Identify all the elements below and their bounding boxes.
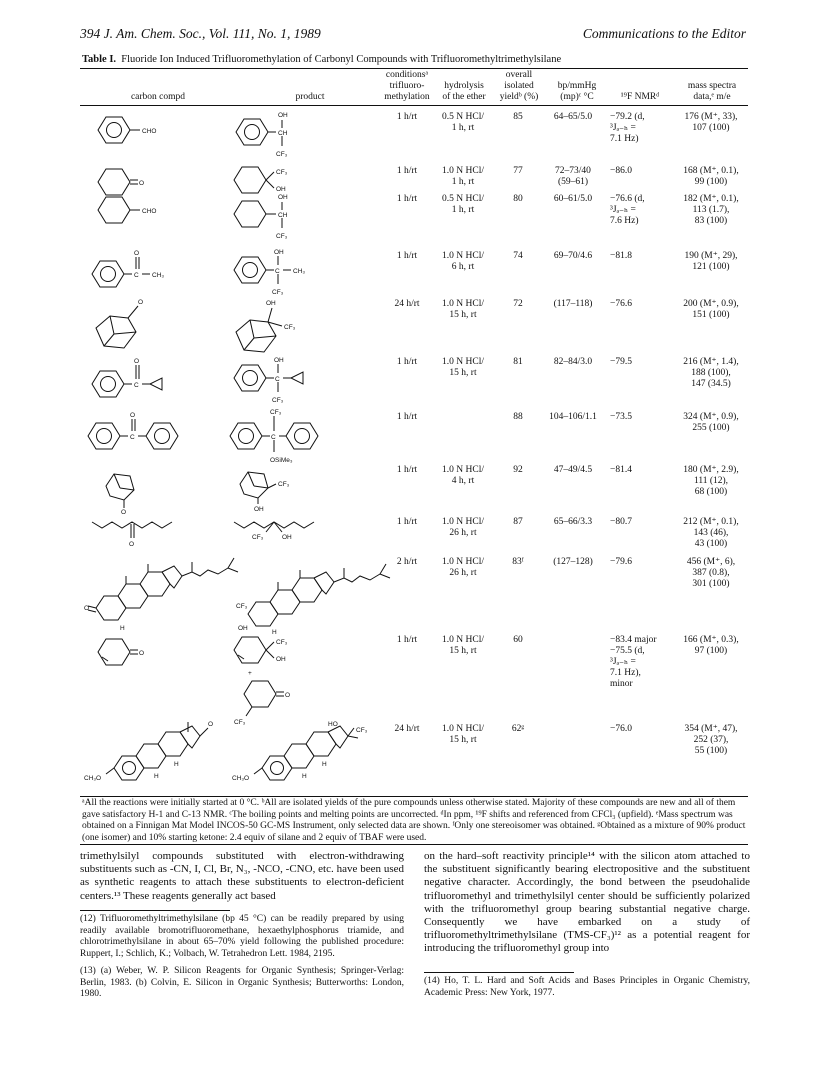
reference-14: (14) Ho, T. L. Hard and Soft Acids and Bases Principles in Organic Chemistry, Academic Press: New York, 1977. xyxy=(424,976,750,998)
cell-nmr: −76.0 xyxy=(610,724,632,734)
label-cf3: CF₃ xyxy=(252,534,264,541)
label-oh: OH xyxy=(238,625,248,632)
cell-conditions: 1 h/rt xyxy=(396,251,418,261)
cell-nmr: −76.6 xyxy=(610,299,632,309)
col-header-bp: bp/mmHg (mp)ᶜ °C xyxy=(557,81,597,102)
cell-bp: 65–66/3.3 xyxy=(553,517,593,527)
label-ch3: CH₃ xyxy=(152,272,165,279)
label-oh: OH xyxy=(266,300,276,307)
cell-conditions: 1 h/rt xyxy=(396,357,418,367)
cell-ms: 324 (M⁺, 0.9), 255 (100) xyxy=(683,412,739,433)
cell-yield: 87 xyxy=(513,517,523,527)
cell-ms: 190 (M⁺, 29), 121 (100) xyxy=(684,251,738,272)
cell-bp: 72–73/40 (59–61) xyxy=(555,166,591,187)
cell-hydrolysis: 1.0 N HCl/ 15 h, rt xyxy=(442,357,484,378)
label-cf3: CF₃ xyxy=(278,481,290,488)
label-o: O xyxy=(285,692,291,699)
running-header-journal: 394 J. Am. Chem. Soc., Vol. 111, No. 1, 1989 xyxy=(80,26,321,41)
body-text-left: trimethylsilyl compounds substituted with electron-withdrawing substituents such as -CN, I, Cl, Br, N₃, -NCO, -CNO, etc. have been used as synthetic reagents to attach these substituents to electron-deficient centers.¹³ These reagents generally act based xyxy=(80,850,404,902)
label-cf3: CF₃ xyxy=(276,233,288,240)
structure-cyclopropyl-phenyl-ketone xyxy=(86,356,176,405)
cell-ms: 212 (M⁺, 0.1), 143 (46), 43 (100) xyxy=(683,517,739,549)
running-header-section: Communications to the Editor xyxy=(582,26,746,41)
cell-ms: 166 (M⁺, 0.3), 97 (100) xyxy=(683,635,739,656)
structure-product-6 xyxy=(228,356,318,411)
label-cf3: CF₃ xyxy=(284,324,296,331)
structure-product-12 xyxy=(232,718,382,795)
cell-bp: 60–61/5.0 xyxy=(553,194,593,204)
label-oh: OH xyxy=(276,656,286,663)
cell-conditions: 24 h/rt xyxy=(394,299,420,309)
label-c: C xyxy=(134,272,139,279)
cell-ms: 168 (M⁺, 0.1), 99 (100) xyxy=(683,166,739,187)
label-oh: OH xyxy=(282,534,292,541)
cell-bp: 82–84/3.0 xyxy=(553,357,593,367)
col-header-nmr: ¹⁹F NMRᵈ xyxy=(620,92,660,102)
cell-yield: 62ᵍ xyxy=(511,724,525,734)
label-oh: OH xyxy=(254,506,264,513)
structure-product-5 xyxy=(226,296,316,361)
cell-conditions: 1 h/rt xyxy=(396,112,418,122)
cell-ms: 200 (M⁺, 0.9), 151 (100) xyxy=(683,299,739,320)
table-footnotes: ᵃAll the reactions were initially started at 0 °C. ᵇAll are isolated yields of the pure compounds unless otherwise stated. Majority of these compounds are new and all of them gave satisfactory H-1 and C-13 NMR. ᶜThe boiling points and melting points are uncorrected. ᵈIn ppm, ¹⁹F shifts and referenced from CFCl₃ (upfield). ᵉMass spectrum was obtained on a Finnigan Mat Model INCOS-50 GC-MS Instrument, only selected data are shown. ᶠOnly one stereoisomer was obtained. ᵍObtained as a mixture of 90% product (one isomer) and 10% starting ketone: 2.4 equiv of silane and 2 equiv of TBAF were used. xyxy=(82,798,746,843)
cell-conditions: 1 h/rt xyxy=(396,412,418,422)
label-h: H xyxy=(302,773,307,780)
cell-bp: 104–106/1.1 xyxy=(549,412,597,422)
cell-conditions: 1 h/rt xyxy=(396,635,418,645)
footnote-separator-left xyxy=(80,910,230,911)
label-o: O xyxy=(134,358,140,365)
structure-estrone-methyl-ether xyxy=(84,718,234,795)
cell-bp: 64–65/5.0 xyxy=(553,112,593,122)
label-ch: CH xyxy=(278,130,288,137)
col-header-ms: mass spectra data,ᵉ m/e xyxy=(687,81,737,102)
label-o: O xyxy=(134,250,140,257)
cell-bp: (127–128) xyxy=(553,557,593,567)
label-c: C xyxy=(134,382,139,389)
cell-ms: 456 (M⁺, 6), 387 (0.8), 301 (100) xyxy=(686,557,736,589)
label-oh: OH xyxy=(278,194,288,201)
footnote-separator-right xyxy=(424,972,574,973)
table-caption-text: Fluoride Ion Induced Trifluoromethylation of Carbonyl Compounds with Trifluoromethyltrimethylsilane xyxy=(121,54,562,65)
cell-ms: 176 (M⁺, 33), 107 (100) xyxy=(684,112,738,133)
cell-hydrolysis: 1.0 N HCl/ 26 h, rt xyxy=(442,557,484,578)
col-header-conditions: conditionsᵃ trifluoro- methylation xyxy=(384,70,430,102)
label-c: C xyxy=(130,434,135,441)
cell-conditions: 1 h/rt xyxy=(396,166,418,176)
structure-cholestanone xyxy=(84,548,254,633)
cell-yield: 60 xyxy=(513,635,523,645)
cell-nmr: −79.6 xyxy=(610,557,632,567)
cell-yield: 92 xyxy=(513,465,523,475)
cell-ms: 216 (M⁺, 1.4), 188 (100), 147 (34.5) xyxy=(683,357,739,389)
table-end-rule xyxy=(80,844,748,845)
cell-bp: 69–70/4.6 xyxy=(553,251,593,261)
label-o: O xyxy=(208,721,214,728)
label-cf3: CF₃ xyxy=(234,719,246,726)
label-ch3o: CH₃O xyxy=(84,775,102,782)
table-caption xyxy=(82,54,561,65)
cell-yield: 83ᶠ xyxy=(512,557,524,567)
cell-yield: 80 xyxy=(513,194,523,204)
label-cf3: CF₃ xyxy=(272,289,284,296)
cell-hydrolysis: 1.0 N HCl/ 26 h, rt xyxy=(442,517,484,538)
label-cf3: CF₃ xyxy=(276,639,288,646)
cell-yield: 77 xyxy=(513,166,523,176)
label-oh: OH xyxy=(278,112,288,119)
structure-benzophenone xyxy=(84,410,184,455)
cell-ms: 182 (M⁺, 0.1), 113 (1.7), 83 (100) xyxy=(683,194,739,226)
label-ch: CH xyxy=(278,212,288,219)
cell-hydrolysis: 1.0 N HCl/ 4 h, rt xyxy=(442,465,484,486)
cell-hydrolysis: 1.0 N HCl/ 15 h, rt xyxy=(442,724,484,745)
structure-product-10 xyxy=(236,556,406,641)
cell-nmr: −86.0 xyxy=(610,166,632,176)
structure-product-3 xyxy=(228,192,308,253)
cell-yield: 74 xyxy=(513,251,523,261)
label-c: C xyxy=(275,376,280,383)
table-header-rule xyxy=(80,105,748,106)
reference-12: (12) Trifluoromethyltrimethylsilane (bp 45 °C) can be readily prepared by using readily available bromotrifluoromethane, hexaethylphosphorus triamide, and chlorotrimethylsilane in about 65–70% yield following the published procedure: Ruppert, I.; Schlich, K.; Volbach, W. Tetrahedron Lett. 1984, 2195. xyxy=(80,914,404,959)
structure-benzaldehyde xyxy=(90,112,170,153)
structure-product-7 xyxy=(226,408,326,471)
label-cf3: CF₃ xyxy=(356,727,368,734)
cell-hydrolysis: 1.0 N HCl/ 15 h, rt xyxy=(442,635,484,656)
table-top-rule xyxy=(80,68,748,69)
label-ch3: CH₃ xyxy=(293,268,306,275)
cell-ms: 354 (M⁺, 47), 252 (37), 55 (100) xyxy=(684,724,738,756)
label-oh: OH xyxy=(274,249,284,256)
cell-hydrolysis: 1.0 N HCl/ 6 h, rt xyxy=(442,251,484,272)
label-plus: + xyxy=(248,670,252,677)
cell-bp: (117–118) xyxy=(553,299,593,309)
label-cho: CHO xyxy=(142,128,157,135)
label-h: H xyxy=(154,773,159,780)
cell-conditions: 2 h/rt xyxy=(396,557,418,567)
cell-nmr: −80.7 xyxy=(610,517,632,527)
cell-ms: 180 (M⁺, 2.9), 111 (12), 68 (100) xyxy=(683,465,739,497)
table-bottom-rule xyxy=(80,796,748,797)
cell-conditions: 1 h/rt xyxy=(396,465,418,475)
col-header-carbon: carbon compd xyxy=(130,92,186,102)
structure-cyclohexanecarboxaldehyde xyxy=(92,192,172,233)
label-ho: HO xyxy=(328,721,338,728)
cell-yield: 72 xyxy=(513,299,523,309)
cell-conditions: 1 h/rt xyxy=(396,517,418,527)
structure-product-4 xyxy=(228,248,318,303)
label-h: H xyxy=(322,761,327,768)
label-o: O xyxy=(84,605,90,612)
cell-nmr: −81.8 xyxy=(610,251,632,261)
label-cho: CHO xyxy=(142,208,157,215)
structure-product-9 xyxy=(230,512,330,547)
cell-nmr: −79.2 (d, ³Jₔ₋ₕ = 7.1 Hz) xyxy=(610,112,645,144)
cell-yield: 81 xyxy=(513,357,523,367)
col-header-yield: overall isolated yieldᵇ (%) xyxy=(499,70,539,102)
col-header-product: product xyxy=(295,92,325,102)
structure-cyclohexenone xyxy=(92,634,152,675)
label-cf3: CF₃ xyxy=(236,603,248,610)
cell-bp: 47–49/4.5 xyxy=(553,465,593,475)
cell-nmr: −73.5 xyxy=(610,412,632,422)
table-caption-label: Table I. xyxy=(82,54,117,65)
label-ch3o: CH₃O xyxy=(232,775,250,782)
label-cf3: CF₃ xyxy=(276,169,288,176)
cell-yield: 85 xyxy=(513,112,523,122)
label-h: H xyxy=(120,625,125,632)
label-o: O xyxy=(139,180,145,187)
cell-yield: 88 xyxy=(513,412,523,422)
label-cf3: CF₃ xyxy=(276,151,288,158)
cell-conditions: 24 h/rt xyxy=(394,724,420,734)
reference-13: (13) (a) Weber, W. P. Silicon Reagents for Organic Synthesis; Springer-Verlag: Berlin, 1983. (b) Colvin, E. Silicon in Organic Synthesis; Butterworths: London, 1980. xyxy=(80,966,404,999)
label-o: O xyxy=(130,412,136,419)
structure-acetophenone xyxy=(86,248,176,293)
cell-conditions: 1 h/rt xyxy=(396,194,418,204)
label-o: O xyxy=(139,650,145,657)
cell-nmr: −79.5 xyxy=(610,357,632,367)
structure-adamantanone xyxy=(86,298,166,359)
cell-nmr: −76.6 (d, ³Jₔ₋ₕ = 7.6 Hz) xyxy=(610,194,645,226)
label-osime3: OSiMe₃ xyxy=(270,457,293,464)
cell-hydrolysis: 1.0 N HCl/ 1 h, rt xyxy=(442,166,484,187)
label-o: O xyxy=(129,541,135,548)
cell-nmr: −83.4 major −75.5 (d, ³Jₔ₋ₕ = 7.1 Hz), minor xyxy=(610,635,657,689)
label-cf3: CF₃ xyxy=(270,409,282,416)
label-h: H xyxy=(272,629,277,636)
cell-hydrolysis: 1.0 N HCl/ 15 h, rt xyxy=(442,299,484,320)
label-cf3: CF₃ xyxy=(272,397,284,404)
col-header-hydrolysis: hydrolysis of the ether xyxy=(442,81,486,102)
cell-nmr: −81.4 xyxy=(610,465,632,475)
cell-hydrolysis: 0.5 N HCl/ 1 h, rt xyxy=(442,112,484,133)
label-o: O xyxy=(121,509,127,516)
label-oh: OH xyxy=(276,186,286,193)
structure-product-8 xyxy=(234,464,304,517)
label-c: C xyxy=(271,434,276,441)
label-o: O xyxy=(138,299,144,306)
label-h: H xyxy=(174,761,179,768)
structure-product-1 xyxy=(228,108,308,169)
label-oh: OH xyxy=(274,357,284,364)
body-text-right: on the hard–soft reactivity principle¹⁴ with the silicon atom attached to the substituent significantly bearing electropositive and the substituent negative character. Accordingly, the bond between the pseudohalide trifluoromethyl and trimethylsilyl center should be sufficiently polarized with the trifluoromethyl group bearing substantial negative charge. Consequently we have embarked on a study of trifluoromethyltrimethylsilane (TMS-CF₃)¹² as a potential reagent for introducing the trifluoromethyl group into xyxy=(424,850,750,955)
cell-hydrolysis: 0.5 N HCl/ 1 h, rt xyxy=(442,194,484,215)
label-c: C xyxy=(275,268,280,275)
